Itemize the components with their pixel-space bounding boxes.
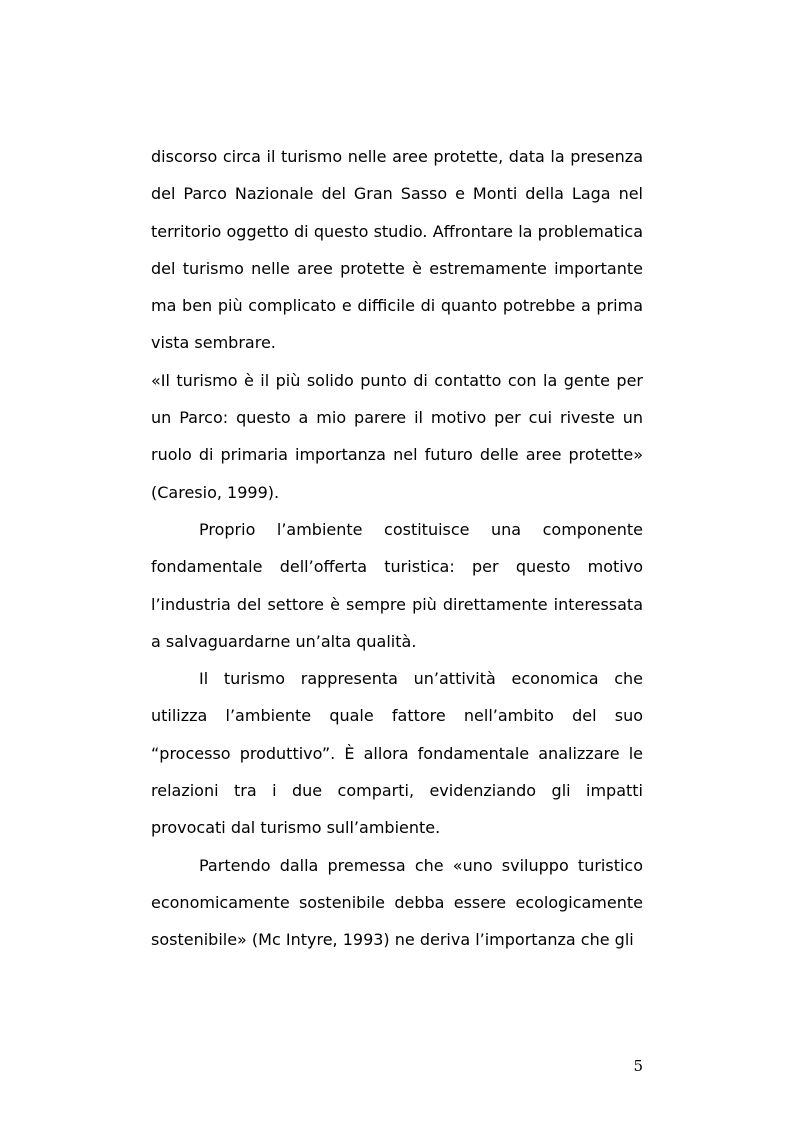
- paragraph-continuation: discorso circa il turismo nelle aree protette, data la presenza del Parco Nazionale del Gran Sasso e Monti della Laga nel territorio oggetto di questo studio. Affrontare la problematica del turismo nelle aree protette è estremamente importante ma ben più complicato e difficile di quanto potrebbe a prima vista sembrare.: [151, 147, 643, 353]
- page-body: [151, 138, 643, 959]
- paragraph-turismo-attivita: Il turismo rappresenta un’attività economica che utilizza l’ambiente quale fattore nell’ambito del suo “processo produttivo”. È allora fondamentale analizzare le relazioni tra i due comparti, evidenziando gli impatti provocati dal turismo sull’ambiente.: [151, 669, 643, 838]
- paragraph-sviluppo-sostenibile: Partendo dalla premessa che «uno sviluppo turistico economicamente sostenibile debba essere ecologicamente sostenibile» (Mc Intyre, 1993) ne deriva l’importanza che gli: [151, 855, 643, 950]
- paragraph-ambiente: Proprio l’ambiente costituisce una componente fondamentale dell’offerta turistica: per questo motivo l’industria del settore è sempre più direttamente interessata a salvaguardarne un’alta qualità.: [151, 519, 643, 651]
- paragraph-quote-caresio: «Il turismo è il più solido punto di contatto con la gente per un Parco: questo a mio parere il motivo per cui riveste un ruolo di primaria importanza nel futuro delle aree protette» (Caresio, 1999).: [151, 370, 643, 502]
- page-number: 5: [633, 1057, 643, 1075]
